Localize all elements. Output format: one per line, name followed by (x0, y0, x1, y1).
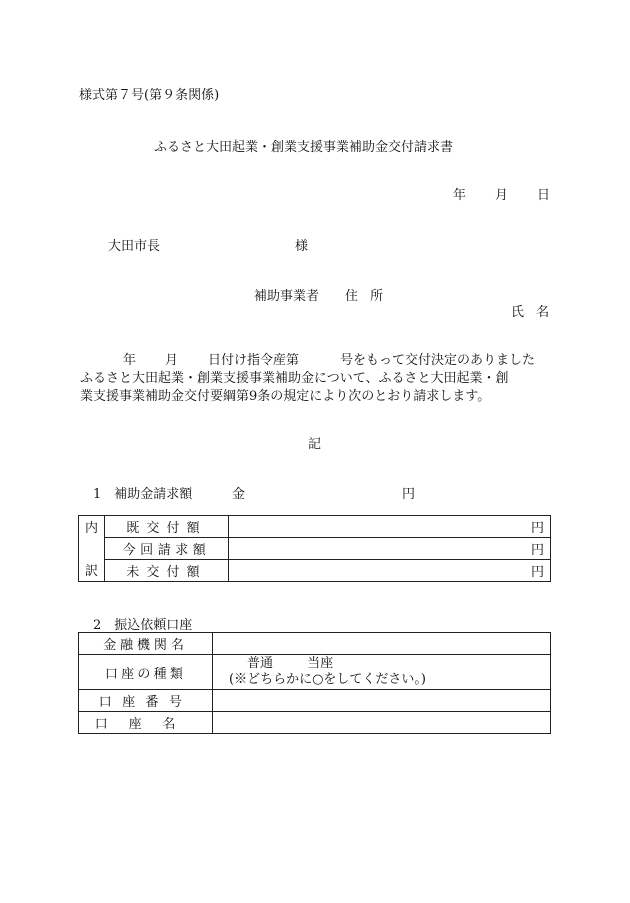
account-name-value[interactable] (213, 712, 551, 734)
body-line2: ふるさと大田起業・創業支援事業補助金について、ふるさと大田起業・創 (80, 371, 509, 386)
breakdown-value-mikofu[interactable]: 円 (229, 560, 551, 582)
account-type-note: (※どちらかに○をしてください。) (229, 672, 426, 687)
section1-yen: 円 (402, 487, 416, 502)
addressee-honorific: 様 (295, 239, 309, 254)
breakdown-label-mikofu: 未交付額 (105, 560, 229, 582)
date-day: 日 (537, 188, 551, 203)
account-number-value[interactable] (213, 690, 551, 712)
table-row (79, 655, 551, 690)
breakdown-label-kikofu: 既交付額 (105, 516, 229, 538)
breakdown-side-label (79, 516, 105, 582)
section1-heading: 1 補助金請求額 (93, 487, 193, 502)
body-line1-rest: 号をもって交付決定のありました (340, 353, 536, 368)
breakdown-table (78, 515, 551, 582)
applicant-name-label: 氏 名 (511, 305, 554, 320)
addressee-name: 大田市長 (108, 239, 161, 254)
section2-heading: 2 振込依頼口座 (93, 618, 193, 633)
table-row (79, 516, 551, 538)
breakdown-label-konkai: 今回請求額 (105, 538, 229, 560)
applicant-label: 補助事業者 (254, 289, 320, 304)
breakdown-side-top: 内 (84, 521, 98, 536)
body-line1-month: 月 (165, 353, 179, 368)
page-title: ふるさと大田起業・創業支援事業補助金交付請求書 (154, 140, 454, 155)
applicant-address-label: 住 所 (345, 289, 388, 304)
breakdown-side-bottom: 訳 (84, 564, 98, 579)
table-row (79, 633, 551, 655)
bank-table (78, 632, 551, 734)
body-line1-year: 年 (123, 353, 137, 368)
account-name-label: 口座名 (79, 712, 213, 734)
form-number: 様式第７号(第９条関係) (79, 88, 220, 103)
body-line1-day: 日付け指令産第 (208, 353, 300, 368)
bank-name-value[interactable] (213, 633, 551, 655)
account-type-value[interactable] (213, 655, 551, 690)
account-type-toza[interactable]: 当座 (307, 656, 334, 671)
account-type-label: 口座の種類 (79, 655, 213, 690)
table-row (79, 560, 551, 582)
breakdown-value-konkai[interactable]: 円 (229, 538, 551, 560)
account-number-label: 口座番号 (79, 690, 213, 712)
section1-kin: 金 (232, 487, 246, 502)
table-row (79, 538, 551, 560)
date-year: 年 (453, 188, 467, 203)
date-month: 月 (495, 188, 509, 203)
table-row (79, 712, 551, 734)
bank-name-label: 金融機関名 (79, 633, 213, 655)
breakdown-value-kikofu[interactable]: 円 (229, 516, 551, 538)
body-line3: 業支援事業補助金交付要綱第9条の規定により次のとおり請求します。 (80, 389, 491, 404)
table-row (79, 690, 551, 712)
account-type-futsu[interactable]: 普通 (247, 656, 274, 671)
ki-mark: 記 (308, 437, 322, 452)
